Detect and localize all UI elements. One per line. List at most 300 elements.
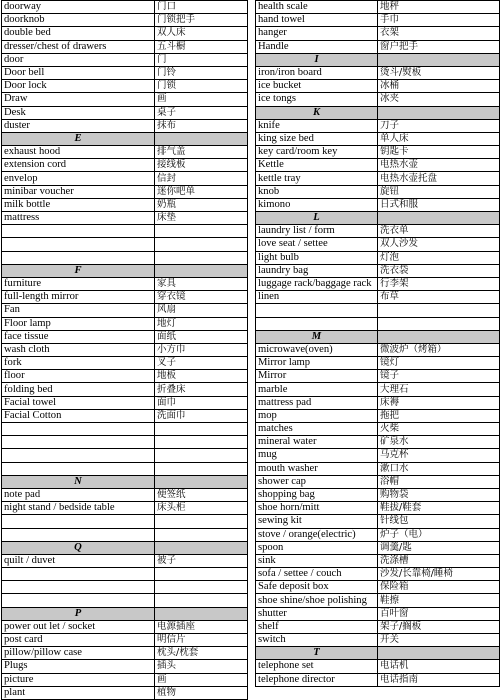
english-term: picture xyxy=(2,673,155,686)
chinese-term: 大理石 xyxy=(378,383,500,396)
chinese-term: 矿泉水 xyxy=(378,436,500,449)
chinese-term: 电话机 xyxy=(378,660,500,673)
chinese-term xyxy=(155,568,248,581)
vocab-row xyxy=(2,225,248,238)
vocab-row xyxy=(256,225,500,238)
english-term: wash cloth xyxy=(2,343,155,356)
english-term: dresser/chest of drawers xyxy=(2,40,155,53)
chinese-term: 保险箱 xyxy=(378,581,500,594)
english-term: exhaust hood xyxy=(2,146,155,159)
vocab-row xyxy=(256,475,500,488)
english-term: light bulb xyxy=(256,251,378,264)
vocab-row xyxy=(2,409,248,422)
english-term: face tissue xyxy=(2,330,155,343)
section-letter: N xyxy=(2,475,155,488)
english-term xyxy=(2,449,155,462)
english-term: minibar voucher xyxy=(2,185,155,198)
chinese-term xyxy=(155,251,248,264)
vocab-row xyxy=(256,660,500,673)
chinese-term: 枕头/枕套 xyxy=(155,647,248,660)
chinese-term: 钥匙卡 xyxy=(378,146,500,159)
chinese-term: 单人床 xyxy=(378,132,500,145)
english-term xyxy=(2,581,155,594)
vocab-row xyxy=(256,198,500,211)
chinese-term xyxy=(155,581,248,594)
vocab-row xyxy=(2,528,248,541)
section-letter: E xyxy=(2,132,155,145)
chinese-term: 抹布 xyxy=(155,119,248,132)
vocab-row xyxy=(256,264,500,277)
english-term: sewing kit xyxy=(256,515,378,528)
vocab-row xyxy=(256,172,500,185)
chinese-term: 百叶窗 xyxy=(378,607,500,620)
english-term: power out let / socket xyxy=(2,620,155,633)
vocab-row xyxy=(2,238,248,251)
english-term: kimono xyxy=(256,198,378,211)
vocab-row xyxy=(256,383,500,396)
english-term xyxy=(256,317,378,330)
vocab-row xyxy=(2,172,248,185)
vocab-row xyxy=(2,119,248,132)
vocab-row xyxy=(256,66,500,79)
english-term: ice bucket xyxy=(256,80,378,93)
vocab-row xyxy=(256,634,500,647)
section-header-fill xyxy=(378,53,500,66)
english-term: Safe deposit box xyxy=(256,581,378,594)
chinese-term: 双人沙发 xyxy=(378,238,500,251)
chinese-term xyxy=(155,238,248,251)
chinese-term xyxy=(155,436,248,449)
english-term: Kettle xyxy=(256,159,378,172)
section-letter: L xyxy=(256,212,378,225)
english-term: duster xyxy=(2,119,155,132)
vocab-row xyxy=(256,515,500,528)
chinese-term: 面巾 xyxy=(155,396,248,409)
chinese-term: 洗涤槽 xyxy=(378,554,500,567)
english-term: mug xyxy=(256,449,378,462)
chinese-term: 信封 xyxy=(155,172,248,185)
english-term: love seat / settee xyxy=(256,238,378,251)
chinese-term: 冰夹 xyxy=(378,93,500,106)
chinese-term: 沙发/长靠椅/睡椅 xyxy=(378,568,500,581)
chinese-term: 衣架 xyxy=(378,27,500,40)
chinese-term: 门锁 xyxy=(155,80,248,93)
vocab-row xyxy=(256,251,500,264)
english-term: matches xyxy=(256,423,378,436)
english-term: shoe horn/mitt xyxy=(256,502,378,515)
chinese-term: 桌子 xyxy=(155,106,248,119)
english-term: knob xyxy=(256,185,378,198)
english-term: key card/room key xyxy=(256,146,378,159)
chinese-term xyxy=(155,423,248,436)
vocab-row xyxy=(2,673,248,686)
chinese-term: 床头柜 xyxy=(155,502,248,515)
chinese-term: 旋钮 xyxy=(378,185,500,198)
english-term: Facial towel xyxy=(2,396,155,409)
vocab-row xyxy=(2,370,248,383)
vocab-row xyxy=(256,343,500,356)
chinese-term xyxy=(378,304,500,317)
chinese-term: 接线板 xyxy=(155,159,248,172)
vocab-row xyxy=(256,541,500,554)
vocab-row xyxy=(2,291,248,304)
chinese-term: 被子 xyxy=(155,554,248,567)
vocab-row xyxy=(256,93,500,106)
chinese-term: 双人床 xyxy=(155,27,248,40)
section-header xyxy=(256,212,500,225)
vocab-row xyxy=(256,620,500,633)
vocab-row xyxy=(2,159,248,172)
vocab-row xyxy=(256,1,500,14)
chinese-term: 火柴 xyxy=(378,423,500,436)
english-term: folding bed xyxy=(2,383,155,396)
vocab-row xyxy=(2,212,248,225)
chinese-term: 门锁把手 xyxy=(155,14,248,27)
chinese-term: 镜灯 xyxy=(378,357,500,370)
chinese-term: 日式和服 xyxy=(378,198,500,211)
english-term: Door lock xyxy=(2,80,155,93)
vocab-row xyxy=(2,568,248,581)
vocab-row xyxy=(256,370,500,383)
vocab-row xyxy=(2,449,248,462)
vocab-row xyxy=(2,634,248,647)
vocab-row xyxy=(256,14,500,27)
english-term: luggage rack/baggage rack xyxy=(256,277,378,290)
chinese-term: 奶瓶 xyxy=(155,198,248,211)
english-term: full-length mirror xyxy=(2,291,155,304)
chinese-term: 针线包 xyxy=(378,515,500,528)
vocab-row xyxy=(256,357,500,370)
chinese-term xyxy=(155,528,248,541)
section-header-fill xyxy=(155,132,248,145)
vocab-row xyxy=(256,159,500,172)
english-term: door xyxy=(2,53,155,66)
english-term xyxy=(2,238,155,251)
english-term: Door bell xyxy=(2,66,155,79)
chinese-term: 床垫 xyxy=(155,212,248,225)
chinese-term: 排气盖 xyxy=(155,146,248,159)
chinese-term xyxy=(155,225,248,238)
vocab-row xyxy=(2,594,248,607)
english-term: king size bed xyxy=(256,132,378,145)
section-letter: M xyxy=(256,330,378,343)
section-header xyxy=(2,264,248,277)
section-header xyxy=(256,106,500,119)
vocab-row xyxy=(256,409,500,422)
chinese-term: 手巾 xyxy=(378,14,500,27)
english-term: extension cord xyxy=(2,159,155,172)
chinese-term: 拖把 xyxy=(378,409,500,422)
chinese-term: 床褥 xyxy=(378,396,500,409)
vocab-row xyxy=(2,502,248,515)
vocab-row xyxy=(2,396,248,409)
chinese-term: 电源插座 xyxy=(155,620,248,633)
section-header xyxy=(2,607,248,620)
chinese-term xyxy=(155,449,248,462)
vocab-row xyxy=(256,449,500,462)
vocab-row xyxy=(2,660,248,673)
chinese-term: 鞋拔/鞋套 xyxy=(378,502,500,515)
vocab-row xyxy=(2,343,248,356)
english-term: milk bottle xyxy=(2,198,155,211)
chinese-term: 微波炉（烤箱） xyxy=(378,343,500,356)
english-term: sink xyxy=(256,554,378,567)
vocab-row xyxy=(2,1,248,14)
vocab-row xyxy=(2,198,248,211)
english-term: hanger xyxy=(256,27,378,40)
vocab-row xyxy=(2,554,248,567)
vocab-row xyxy=(256,146,500,159)
vocab-row xyxy=(256,27,500,40)
vocab-row xyxy=(256,568,500,581)
chinese-term: 地灯 xyxy=(155,317,248,330)
vocab-row xyxy=(2,488,248,501)
english-term: quilt / duvet xyxy=(2,554,155,567)
english-term: mattress xyxy=(2,212,155,225)
english-term: shower cap xyxy=(256,475,378,488)
chinese-term: 小方巾 xyxy=(155,343,248,356)
vocab-row xyxy=(256,238,500,251)
section-header-fill xyxy=(155,541,248,554)
english-term: plant xyxy=(2,686,155,699)
right-vocabulary-table xyxy=(255,0,500,687)
chinese-term: 画 xyxy=(155,93,248,106)
chinese-term xyxy=(155,462,248,475)
english-term: Plugs xyxy=(2,660,155,673)
vocab-row xyxy=(2,66,248,79)
chinese-term: 炉子（电） xyxy=(378,528,500,541)
vocab-row xyxy=(2,620,248,633)
english-term: laundry bag xyxy=(256,264,378,277)
chinese-term: 浴帽 xyxy=(378,475,500,488)
vocab-row xyxy=(256,304,500,317)
vocab-row xyxy=(256,423,500,436)
section-header-fill xyxy=(155,607,248,620)
vocab-row xyxy=(256,528,500,541)
chinese-term: 家具 xyxy=(155,277,248,290)
english-term: double bed xyxy=(2,27,155,40)
section-letter: I xyxy=(256,53,378,66)
vocab-row xyxy=(256,396,500,409)
vocab-row xyxy=(2,330,248,343)
section-header-fill xyxy=(378,212,500,225)
english-term: doorway xyxy=(2,1,155,14)
chinese-term: 迷你吧单 xyxy=(155,185,248,198)
chinese-term: 叉子 xyxy=(155,357,248,370)
chinese-term: 洗衣单 xyxy=(378,225,500,238)
section-header xyxy=(256,330,500,343)
vocab-row xyxy=(256,488,500,501)
english-term: note pad xyxy=(2,488,155,501)
section-header xyxy=(256,53,500,66)
english-term: iron/iron board xyxy=(256,66,378,79)
chinese-term: 植物 xyxy=(155,686,248,699)
english-term: telephone set xyxy=(256,660,378,673)
english-term: stove / orange(electric) xyxy=(256,528,378,541)
vocab-row xyxy=(256,40,500,53)
vocab-row xyxy=(2,515,248,528)
chinese-term: 便签纸 xyxy=(155,488,248,501)
chinese-term: 调羹/匙 xyxy=(378,541,500,554)
chinese-term: 穿衣镜 xyxy=(155,291,248,304)
english-term: ice tongs xyxy=(256,93,378,106)
english-term: Draw xyxy=(2,93,155,106)
english-term xyxy=(2,436,155,449)
vocab-row xyxy=(2,462,248,475)
english-term: mop xyxy=(256,409,378,422)
english-term: health scale xyxy=(256,1,378,14)
vocab-row xyxy=(256,594,500,607)
english-term: mattress pad xyxy=(256,396,378,409)
chinese-term: 门 xyxy=(155,53,248,66)
english-term: hand towel xyxy=(256,14,378,27)
vocab-row xyxy=(256,607,500,620)
vocab-row xyxy=(2,383,248,396)
chinese-term xyxy=(155,594,248,607)
chinese-term: 电热水壶托盘 xyxy=(378,172,500,185)
english-term xyxy=(2,225,155,238)
vocab-row xyxy=(256,185,500,198)
chinese-term: 冰桶 xyxy=(378,80,500,93)
english-term: kettle tray xyxy=(256,172,378,185)
vocab-row xyxy=(2,185,248,198)
english-term: shelf xyxy=(256,620,378,633)
english-term: Desk xyxy=(2,106,155,119)
english-term: Mirror lamp xyxy=(256,357,378,370)
section-header-fill xyxy=(378,106,500,119)
vocab-row xyxy=(2,581,248,594)
english-term: Handle xyxy=(256,40,378,53)
vocab-row xyxy=(2,423,248,436)
chinese-term: 明信片 xyxy=(155,634,248,647)
section-letter: F xyxy=(2,264,155,277)
chinese-term: 门口 xyxy=(155,1,248,14)
chinese-term: 马克杯 xyxy=(378,449,500,462)
section-header xyxy=(2,541,248,554)
vocab-row xyxy=(2,40,248,53)
english-term: knife xyxy=(256,119,378,132)
section-header xyxy=(256,647,500,660)
english-term: telephone director xyxy=(256,673,378,686)
chinese-term: 面纸 xyxy=(155,330,248,343)
vocab-row xyxy=(2,304,248,317)
vocab-row xyxy=(2,357,248,370)
vocab-row xyxy=(256,277,500,290)
vocab-row xyxy=(256,317,500,330)
chinese-term: 洗衣袋 xyxy=(378,264,500,277)
section-header-fill xyxy=(378,647,500,660)
vocab-row xyxy=(256,291,500,304)
vocab-row xyxy=(2,686,248,699)
chinese-term: 窗户把手 xyxy=(378,40,500,53)
chinese-term: 开关 xyxy=(378,634,500,647)
english-term xyxy=(2,251,155,264)
english-term xyxy=(2,594,155,607)
vocab-row xyxy=(256,673,500,686)
chinese-term: 架子/搁板 xyxy=(378,620,500,633)
english-term: floor xyxy=(2,370,155,383)
english-term xyxy=(2,462,155,475)
english-term: Fan xyxy=(2,304,155,317)
english-term: Facial Cotton xyxy=(2,409,155,422)
section-header-fill xyxy=(155,475,248,488)
vocab-row xyxy=(2,146,248,159)
chinese-term: 购物袋 xyxy=(378,488,500,501)
english-term: Floor lamp xyxy=(2,317,155,330)
vocab-row xyxy=(256,80,500,93)
section-header xyxy=(2,475,248,488)
section-letter: Q xyxy=(2,541,155,554)
english-term: laundry list / form xyxy=(256,225,378,238)
vocab-row xyxy=(2,80,248,93)
english-term: linen xyxy=(256,291,378,304)
chinese-term: 布草 xyxy=(378,291,500,304)
english-term xyxy=(2,528,155,541)
chinese-term: 门铃 xyxy=(155,66,248,79)
english-term: marble xyxy=(256,383,378,396)
chinese-term xyxy=(155,515,248,528)
english-term: switch xyxy=(256,634,378,647)
vocab-row xyxy=(2,277,248,290)
chinese-term: 洗面巾 xyxy=(155,409,248,422)
vocab-row xyxy=(2,27,248,40)
vocab-row xyxy=(2,317,248,330)
vocab-row xyxy=(2,93,248,106)
chinese-term: 风扇 xyxy=(155,304,248,317)
english-term xyxy=(256,304,378,317)
chinese-term: 地秤 xyxy=(378,1,500,14)
english-term: fork xyxy=(2,357,155,370)
english-term xyxy=(2,568,155,581)
section-letter: P xyxy=(2,607,155,620)
chinese-term xyxy=(378,317,500,330)
section-letter: T xyxy=(256,647,378,660)
english-term: shutter xyxy=(256,607,378,620)
vocab-row xyxy=(2,106,248,119)
english-term: sofa / settee / couch xyxy=(256,568,378,581)
english-term: pillow/pillow case xyxy=(2,647,155,660)
english-term: doorknob xyxy=(2,14,155,27)
vocab-row xyxy=(256,502,500,515)
english-term: post card xyxy=(2,634,155,647)
vocab-row xyxy=(256,554,500,567)
chinese-term: 漱口水 xyxy=(378,462,500,475)
vocab-row xyxy=(256,581,500,594)
vocab-row xyxy=(256,462,500,475)
english-term: shoe shine/shoe polishing xyxy=(256,594,378,607)
chinese-term: 电话指南 xyxy=(378,673,500,686)
vocab-row xyxy=(256,132,500,145)
section-header-fill xyxy=(155,264,248,277)
english-term: spoon xyxy=(256,541,378,554)
chinese-term: 灯泡 xyxy=(378,251,500,264)
vocab-row xyxy=(2,251,248,264)
chinese-term: 电热水壶 xyxy=(378,159,500,172)
chinese-term: 折叠床 xyxy=(155,383,248,396)
english-term: mineral water xyxy=(256,436,378,449)
section-header xyxy=(2,132,248,145)
english-term: mouth washer xyxy=(256,462,378,475)
english-term: night stand / bedside table xyxy=(2,502,155,515)
chinese-term: 五斗橱 xyxy=(155,40,248,53)
english-term: Mirror xyxy=(256,370,378,383)
section-header-fill xyxy=(378,330,500,343)
chinese-term: 插头 xyxy=(155,660,248,673)
vocab-row xyxy=(256,436,500,449)
english-term xyxy=(2,423,155,436)
english-term: envelop xyxy=(2,172,155,185)
section-letter: K xyxy=(256,106,378,119)
